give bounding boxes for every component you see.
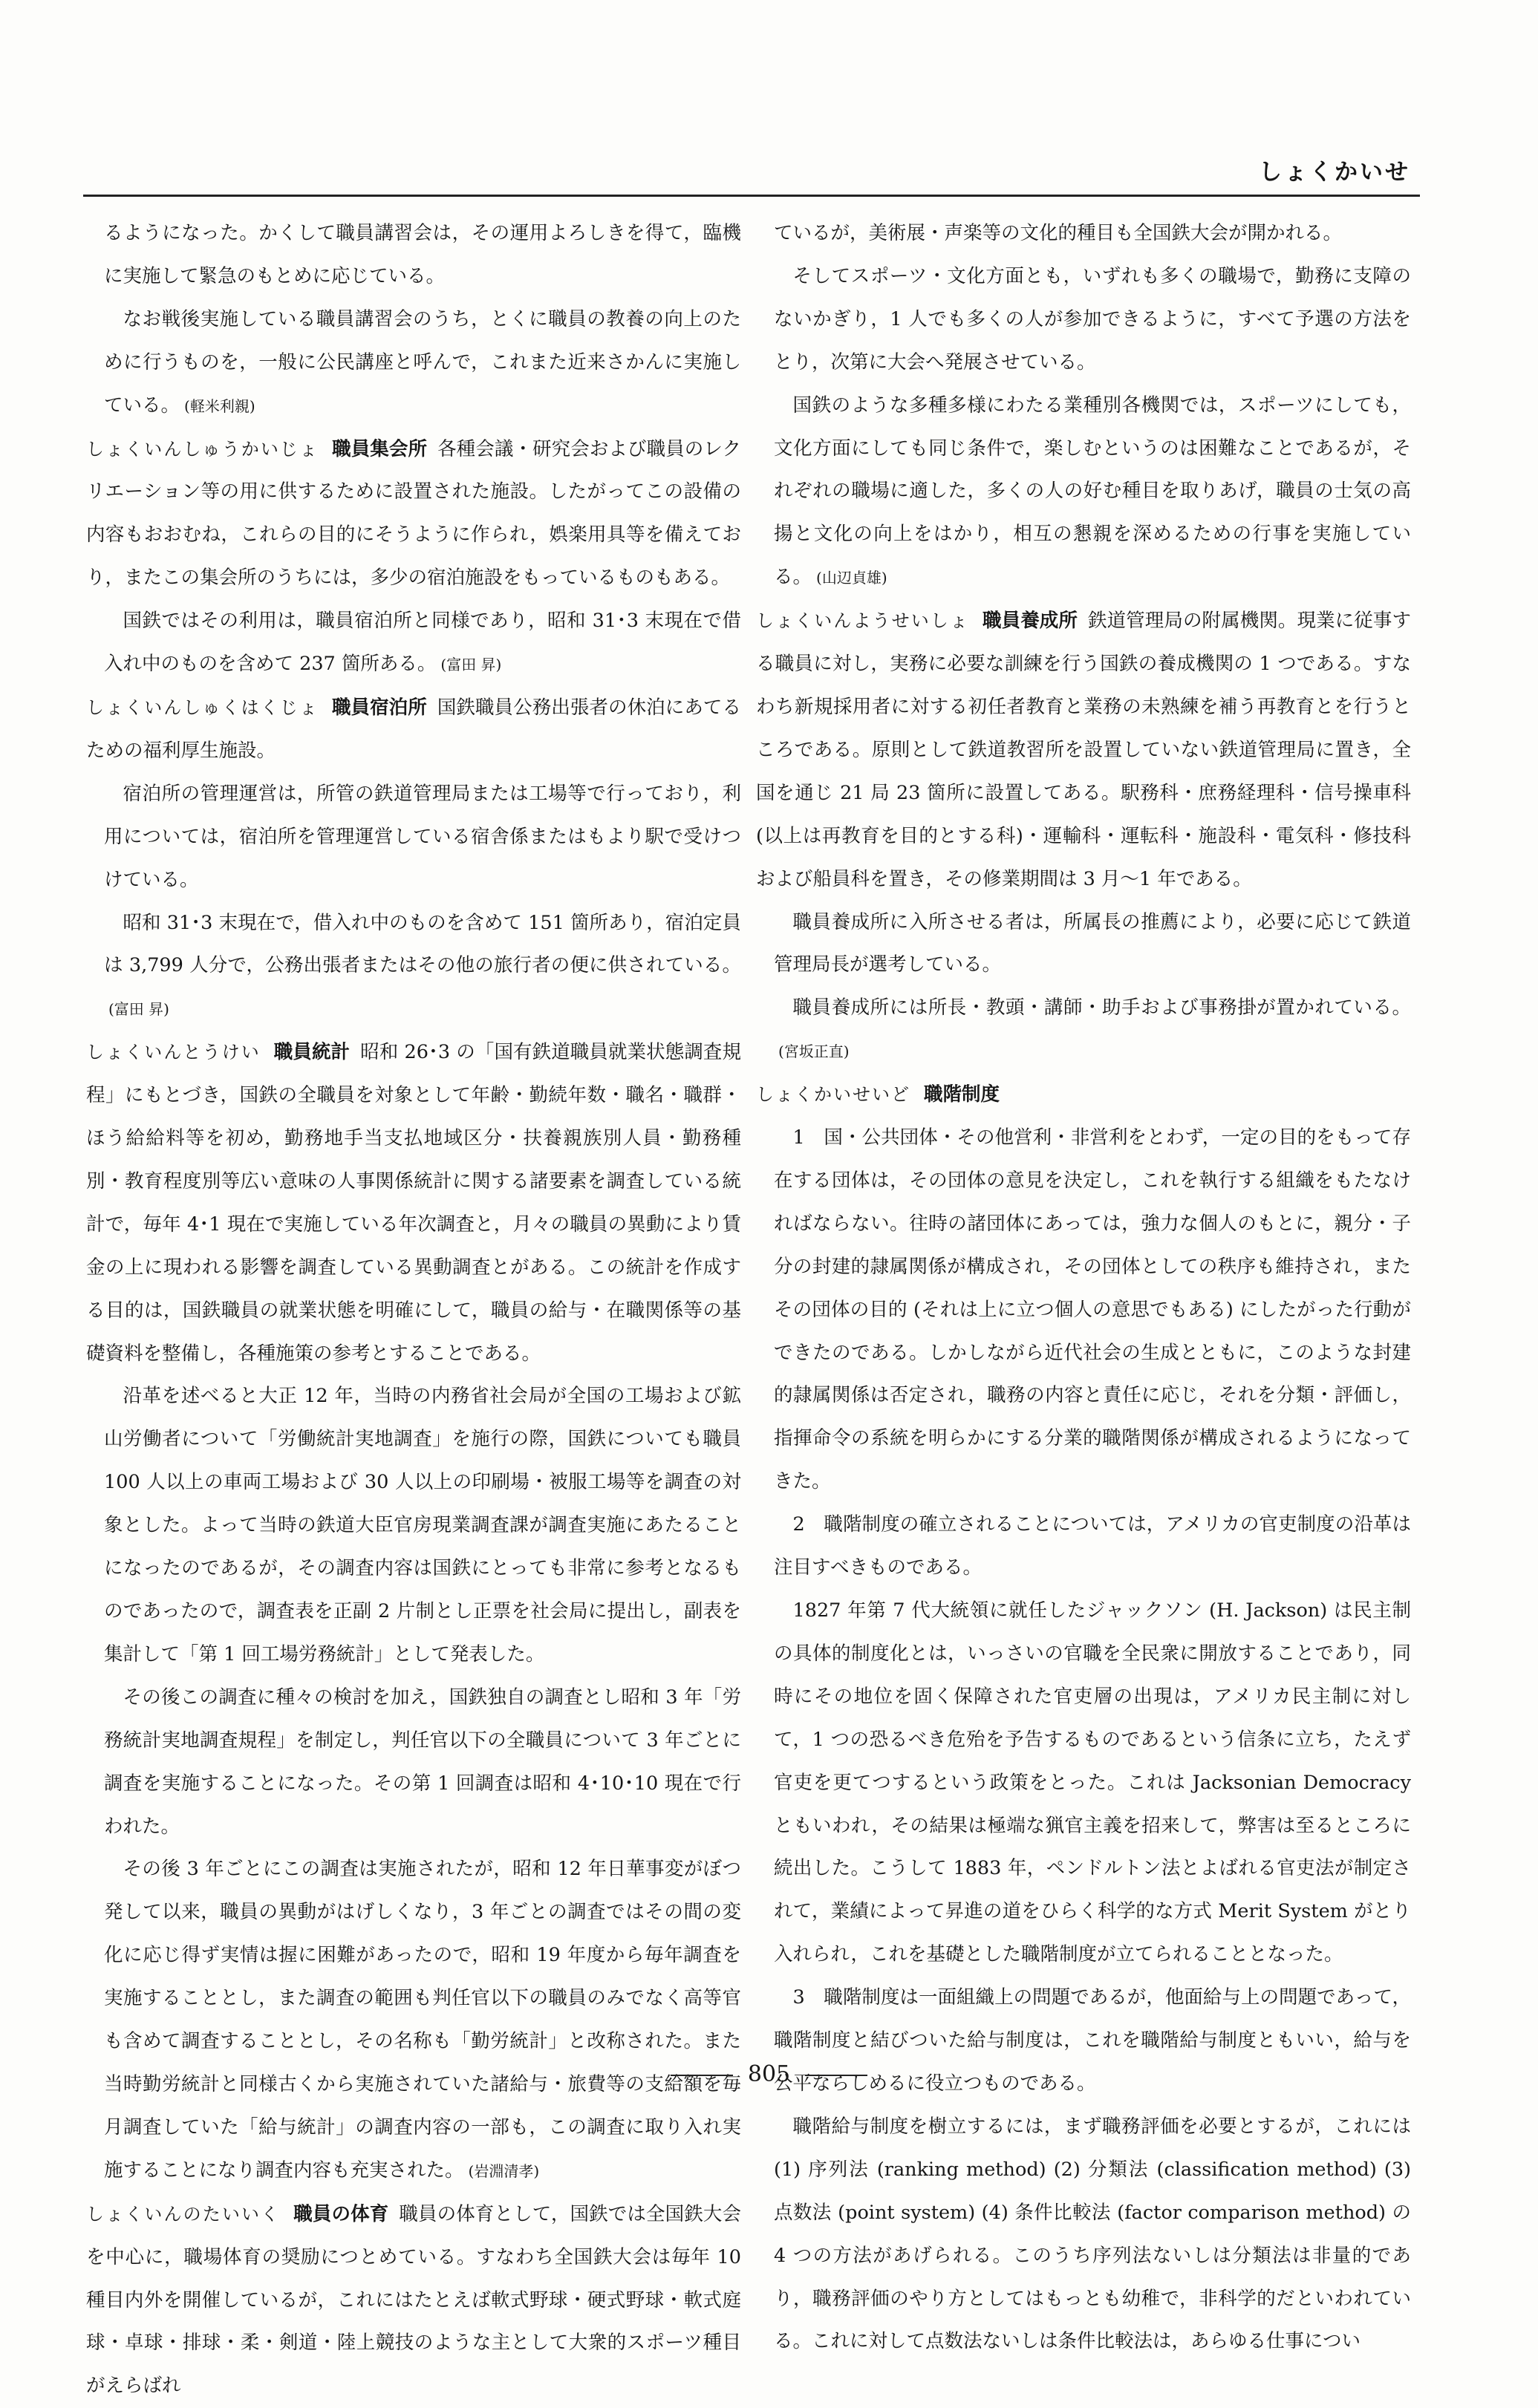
paragraph-text: 1827 年第 7 代大統領に就任したジャックソン (H. Jackson) は民主制の具体的制度化とは，いっさいの官職を全民衆に開放することであり，同時にその地位を固く保障された官吏層の出現は，アメリカ民主制に対して，1 つの恐るべき危殆を予告するものであるという信条に立ち，たえず官吏を更てつするという政策をとった。これは Jacksonian Democracy ともいわれ，その結果は極端な猟官主義を招来して，弊害は至るところに続出した。こうして 1883 年，ペンドルトン法とよばれる官吏法が制定されて，業績によって昇進の道をひらく科学的な方式 Merit System がとり入れられ，これを基礎とした職階制度が立てられることとなった。 <box>774 1599 1411 1966</box>
left-column <box>86 212 741 2398</box>
body-paragraph <box>104 1375 741 1676</box>
author-credit: (山辺貞雄) <box>816 569 887 587</box>
paragraph-text: 国鉄のような多種多様にわたる業種別各機関では，スポーツにしても，文化方面にしても同じ条件で，楽しむというのは困難なことであるが，それぞれの職場に適した，多くの人の好む種目を取りあげ，職員の士気の高揚と文化の向上をはかり，相互の懇親を深めるための行事を実施している。 <box>774 394 1411 589</box>
author-credit: (軽米利親) <box>184 397 255 415</box>
author-credit: (岩淵清孝) <box>468 2161 540 2180</box>
author-credit: (富田 昇) <box>440 656 502 674</box>
paragraph-text: 2 職階制度の確立されることについては，アメリカの官吏制度の沿革は注目すべきものである。 <box>774 1513 1411 1579</box>
entry-term: 職員宿泊所 <box>331 696 427 719</box>
paragraph-text: 宿泊所の管理運営は，所管の鉄道管理局または工場等で行っており，利用については，宿泊所を管理運営している宿舎係またはもより駅で受けつけている。 <box>104 782 741 891</box>
dictionary-entry <box>756 1074 1411 1117</box>
paragraph-text: 1 国・公共団体・その他営利・非営利をとわず，一定の目的をもって存在する団体は，その団体の意見を決定し，これを執行する組織をもたなければならない。往時の諸団体にあっては，強力な個人のもとに，親分・子分の封建的隷属関係が構成され，その団体としての秩序も維持され，またその団体の目的 (それは上に立つ個人の意思でもある) にしたがった行動ができたのである。しかしながら近代社会の生成とともに，このような封建的隷属関係は否定され，職務の内容と責任に応じ，それを分類・評価し，指揮命令の系統を明らかにする分業的職階関係が構成されるようになってきた。 <box>774 1126 1411 1493</box>
body-paragraph <box>104 298 741 428</box>
entry-headword: しょくいんしゅうかいじょ <box>86 438 319 460</box>
entry-term: 職員養成所 <box>983 610 1078 633</box>
paragraph-text: 沿革を述べると大正 12 年，当時の内務省社会局が全国の工場および鉱山労働者について「労働統計実地調査」を施行の際，国鉄についても職員 100 人以上の車両工場および 30 人以上の印刷場・被服工場等を調査の対象とした。よって当時の鉄道大臣官房現業調査課が調査実施にあたることになったのであるが，その調査内容は国鉄にとっても非常に参考となるものであったので，調査表を正副 2 片制とし正票を社会局に提出し，副表を集計して「第 1 回工場労務統計」として発表した。 <box>104 1385 741 1665</box>
page-number: 805 <box>747 2061 791 2087</box>
paragraph-text: その後この調査に種々の検討を加え，国鉄独自の調査とし昭和 3 年「労務統計実地調査規程」を制定し，判任官以下の全職員について 3 年ごとに調査を実施することになった。その第 1 回調査は昭和 4･10･10 現在で行われた。 <box>104 1686 741 1838</box>
running-head: しょくかいせ <box>1259 159 1410 186</box>
entry-headword: しょくかいせいど <box>756 1084 910 1106</box>
paragraph-text: 鉄道管理局の附属機関。現業に従事する職員に対し，実務に必要な訓練を行う国鉄の養成機関の 1 つである。すなわち新規採用者に対する初任者教育と業務の未熟練を補う再教育とを行うところである。原則として鉄道教習所を設置していない鉄道管理局に置き，全国を通じ 21 局 23 箇所に設置してある。駅務科・庶務経理科・信号操車科 (以上は再教育を目的とする科)・運輸科・運転科・施設科・電気科・修技科および船員科を置き，その修業期間は 3 月～1 年である。 <box>756 610 1411 890</box>
entry-term: 職員集会所 <box>332 437 428 460</box>
paragraph-text: 職員の体育として，国鉄では全国鉄大会を中心に，職場体育の奨励につとめている。すなわち全国鉄大会は毎年 10 種目内外を開催しているが，これにはたとえば軟式野球・硬式野球・軟式庭球・卓球・排球・柔・剣道・陸上競技のような主として大衆的スポーツ種目がえらばれ <box>86 2202 741 2398</box>
author-credit: (富田 昇) <box>108 1000 169 1019</box>
folio-dash-right <box>805 2075 867 2076</box>
paragraph-text: 職員養成所には所長・教頭・講師・助手および事務掛が置かれている。 <box>792 996 1411 1019</box>
body-paragraph <box>774 1504 1411 1590</box>
body-paragraph <box>104 773 741 902</box>
paragraph-text: るようになった。かくして職員講習会は，その運用よろしきを得て，臨機に実施して緊急のもとめに応じている。 <box>104 222 741 287</box>
body-paragraph <box>104 1848 741 2193</box>
paragraph-text: 3 職階制度は一面組織上の問題であるが，他面給与上の問題であって，職階制度と結びついた給与制度は，これを職階給与制度ともいい，給与を公平ならしめるに役立つものである。 <box>774 1986 1411 2095</box>
body-paragraph <box>104 1677 741 1849</box>
entry-term: 職員統計 <box>273 1041 351 1064</box>
dictionary-entry <box>86 1031 741 1375</box>
paragraph-text: 昭和 31･3 末現在で，借入れ中のものを含めて 151 箇所あり，宿泊定員は 3,799 人分で，公務出張者またはその他の旅行者の便に供されている。 <box>104 911 741 977</box>
paragraph-text: 国鉄ではその利用は，職員宿泊所と同様であり，昭和 31･3 末現在で借入れ中のものを含めて 237 箇所ある。 <box>104 610 741 676</box>
paragraph-text: 各種会議・研究会および職員のレクリエーション等の用に供するために設置された施設。したがってこの設備の内容もおおむね，これらの目的にそうように作られ，娯楽用具等を備えており，またこの集会所のうちには，多少の宿泊施設をもっているものもある。 <box>86 437 741 590</box>
entry-headword: しょくいんのたいいく <box>86 2203 281 2225</box>
paragraph-text: そしてスポーツ・文化方面とも，いずれも多くの職場で，勤務に支障のないかぎり，1 人でも多くの人が参加できるように，すべて予選の方法をとり，次第に大会へ発展させている。 <box>774 264 1411 373</box>
paragraph-text: なお戦後実施している職員講習会のうち，とくに職員の教養の向上のために行うものを，一般に公民講座と呼んで，これまた近来さかんに実施している。 <box>104 307 741 417</box>
paragraph-text: 国鉄職員公務出張者の休泊にあてるための福利厚生施設。 <box>86 696 741 762</box>
body-paragraph <box>104 600 741 687</box>
body-paragraph <box>774 385 1411 601</box>
body-paragraph <box>774 987 1411 1074</box>
author-credit: (宮坂正直) <box>778 1043 850 1061</box>
paragraph-text: その後 3 年ごとにこの調査は実施されたが，昭和 12 年日華事変がぼつ発して以来，職員の異動がはげしくなり，3 年ごとの調査ではその間の変化に応じ得ず実情は握に困難があったので，昭和 19 年度から毎年調査を実施することとし，また調査の範囲も判任官以下の職員のみでなく高等官も含めて調査することとし，その名称も「勤労統計」と改称された。また当時勤労統計と同様古くから実施されていた諸給与・旅費等の支給額を毎月調査していた「給与統計」の調査内容の一部も，この調査に取り入れ実施することになり調査内容も充実された。 <box>104 1858 741 2182</box>
paragraph-text: 職員養成所に入所させる者は，所属長の推薦により，必要に応じて鉄道管理局長が選考している。 <box>774 910 1411 976</box>
continued-paragraph <box>774 212 1411 255</box>
paragraph-text: 職階給与制度を樹立するには，まず職務評価を必要とするが，これには (1) 序列法 (ranking method) (2) 分類法 (classification method) (3) 点数法 (point system) (4) 条件比較法 (factor comparison method) の 4 つの方法があげられる。このうち序列法ないしは分類法は非量的であり，職務評価のやり方としてはもっとも幼稚で，非科学的だといわれている。これに対して点数法ないしは条件比較法は，あらゆる仕事につい <box>774 2115 1411 2353</box>
dictionary-entry <box>756 600 1411 901</box>
body-paragraph <box>774 901 1411 988</box>
folio-dash-left <box>671 2075 733 2076</box>
dictionary-entry <box>86 687 741 773</box>
entry-headword: しょくいんとうけい <box>86 1042 261 1063</box>
entry-headword: しょくいんようせいしょ <box>756 610 970 632</box>
body-paragraph <box>774 255 1411 385</box>
continued-paragraph <box>104 212 741 298</box>
body-paragraph <box>774 1590 1411 1977</box>
entry-headword: しょくいんしゅくはくじょ <box>86 696 319 718</box>
dictionary-entry <box>86 2193 741 2408</box>
dictionary-entry <box>86 428 741 601</box>
paragraph-text: 昭和 26･3 の「国有鉄道職員就業状態調査規程」にもとづき，国鉄の全職員を対象として年齢・勤続年数・職名・職群・ほう給給料等を初め，勤務地手当支払地域区分・扶養親族別人員・勤務種別・教育程度別等広い意味の人事関係統計に関する諸要素を調査している統計で，毎年 4･1 現在で実施している年次調査と，月々の職員の異動により賃金の上に現われる影響を調査している異動調査とがある。この統計を作成する目的は，国鉄職員の就業状態を明確にして，職員の給与・在職関係等の基礎資料を整備し，各種施策の参考とすることである。 <box>86 1041 741 1365</box>
header-rule <box>83 195 1420 197</box>
body-paragraph <box>774 2106 1411 2363</box>
body-paragraph <box>104 902 741 1032</box>
page-footer <box>0 2061 1538 2087</box>
paragraph-text: ているが，美術展・声楽等の文化的種目も全国鉄大会が開かれる。 <box>774 222 1343 244</box>
body-paragraph <box>774 1117 1411 1504</box>
entry-term: 職階制度 <box>924 1083 1000 1106</box>
entry-term: 職員の体育 <box>293 2202 389 2225</box>
